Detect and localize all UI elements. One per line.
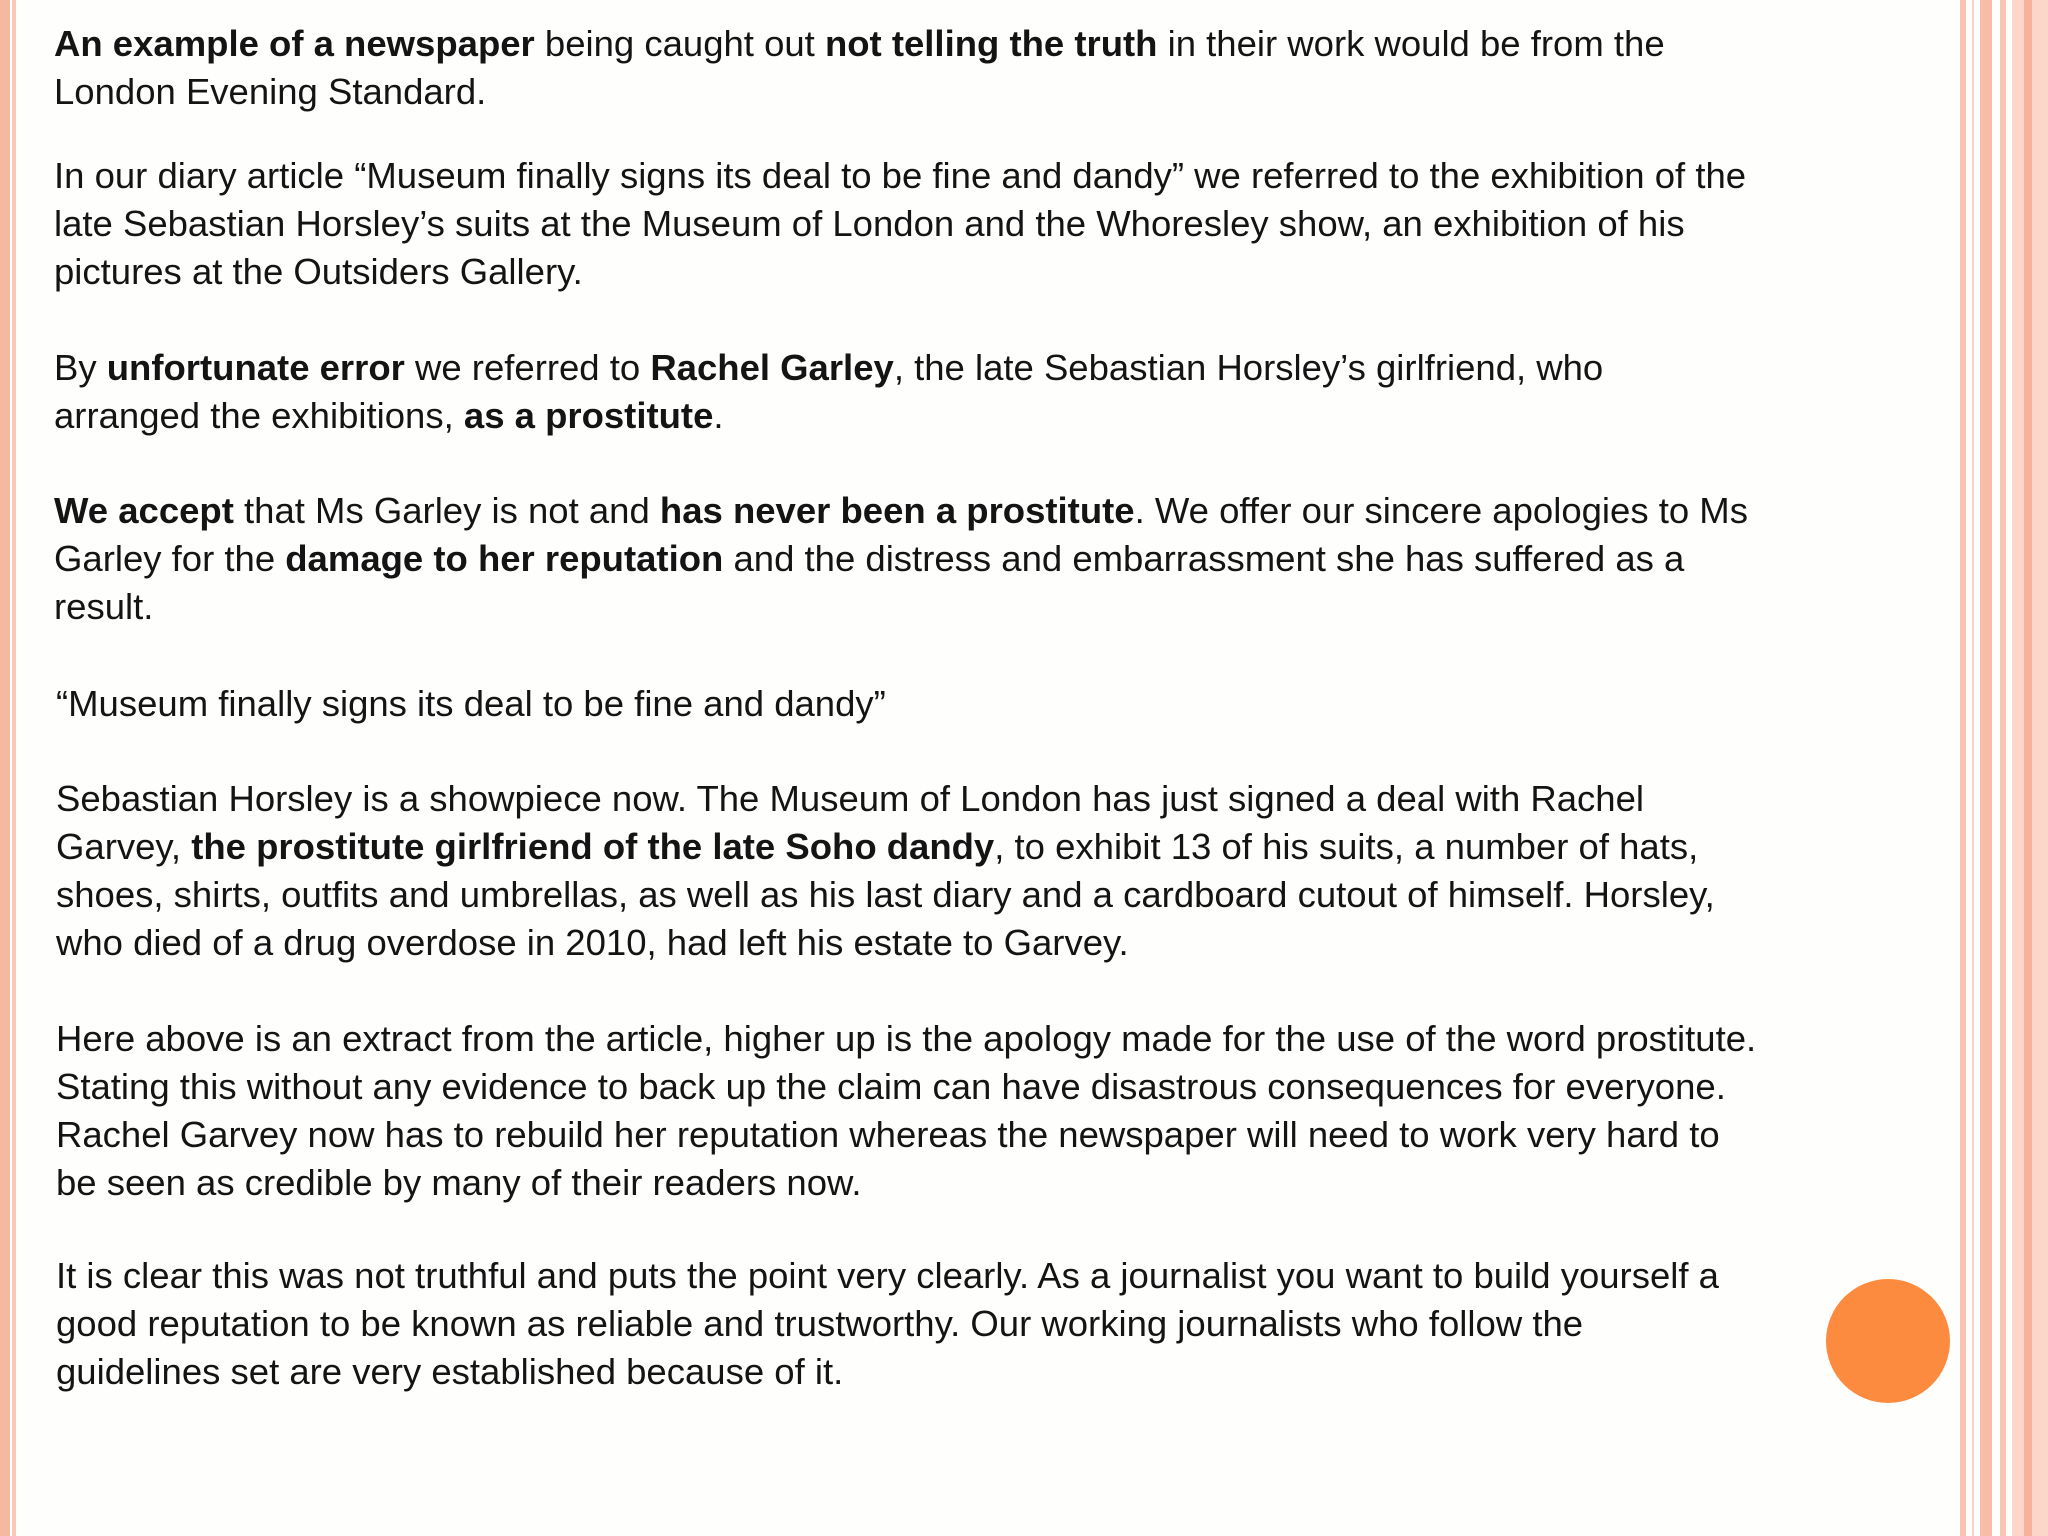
text-run: we referred to (404, 347, 651, 388)
text-run: being caught out (534, 23, 825, 64)
text-line (56, 823, 1715, 871)
text-line: Stating this without any evidence to back up the claim can have disastrous consequences for everyone. (56, 1066, 1726, 1107)
text-line: be seen as credible by many of their readers now. (56, 1162, 862, 1203)
text-line: Here above is an extract from the article, higher up is the apology made for the use of the word prostitute. (56, 1018, 1757, 1059)
text-line: London Evening Standard. (54, 71, 487, 112)
text-run: in their work would be from the (1157, 23, 1665, 64)
bold-phrase: unfortunate error (106, 347, 405, 388)
right-border-stripe (2024, 0, 2032, 1536)
paragraph-diary-article (54, 152, 1746, 296)
article-headline-quote (56, 680, 886, 728)
paragraph-article-extract (56, 775, 1715, 967)
right-border-stripe (2000, 0, 2006, 1536)
text-line: good reputation to be known as reliable and trustworthy. Our working journalists who follow the (56, 1303, 1584, 1344)
left-border-bar (0, 0, 10, 1536)
text-run: , the late Sebastian Horsley’s girlfriend, who (893, 347, 1604, 388)
paragraph-intro (54, 20, 1665, 116)
text-line: shoes, shirts, outfits and umbrellas, as well as his last diary and a cardboard cutout of himself. Horsley, (56, 874, 1715, 915)
text-line: “Museum finally signs its deal to be fine and dandy” (56, 683, 886, 724)
text-line: Sebastian Horsley is a showpiece now. The Museum of London has just signed a deal with Rachel (56, 778, 1644, 819)
text-run: By (54, 347, 107, 388)
text-run: arranged the exhibitions, (54, 395, 464, 436)
paragraph-error (54, 344, 1603, 440)
right-border-stripe (1980, 0, 1992, 1536)
right-border-stripe (1960, 0, 1966, 1536)
text-line: pictures at the Outsiders Gallery. (54, 251, 583, 292)
right-border-stripe (1972, 0, 1974, 1536)
bold-phrase: Rachel Garley (650, 347, 894, 388)
text-line: who died of a drug overdose in 2010, had left his estate to Garvey. (56, 922, 1129, 963)
text-run: Garley for the (54, 538, 286, 579)
text-line: Rachel Garvey now has to rebuild her reputation whereas the newspaper will need to work very hard to (56, 1114, 1720, 1155)
text-line: guidelines set are very established because of it. (56, 1351, 844, 1392)
text-line (54, 344, 1603, 392)
decorative-circle (1826, 1279, 1950, 1403)
text-line (54, 535, 1748, 583)
text-run: that Ms Garley is not and (233, 490, 660, 531)
bold-phrase: An example of a newspaper (54, 23, 535, 64)
text-line: late Sebastian Horsley’s suits at the Museum of London and the Whoresley show, an exhibition of his (54, 203, 1685, 244)
bold-phrase: as a prostitute (463, 395, 714, 436)
text-line (54, 487, 1748, 535)
text-run: Garvey, (56, 826, 192, 867)
paragraph-conclusion (56, 1252, 1719, 1396)
text-line: It is clear this was not truthful and puts the point very clearly. As a journalist you want to build yourself a (56, 1255, 1719, 1296)
text-run: . (713, 395, 724, 436)
text-line (54, 20, 1665, 68)
paragraph-apology (54, 487, 1748, 631)
bold-phrase: damage to her reputation (285, 538, 724, 579)
text-run: and the distress and embarrassment she has suffered as a (723, 538, 1685, 579)
left-border-line (12, 0, 16, 1536)
paragraph-analysis (56, 1015, 1756, 1207)
text-run: . We offer our sincere apologies to Ms (1134, 490, 1748, 531)
text-line (54, 392, 1603, 440)
text-run: , to exhibit 13 of his suits, a number of hats, (994, 826, 1699, 867)
bold-phrase: has never been a prostitute (659, 490, 1135, 531)
text-line: result. (54, 586, 154, 627)
text-line: In our diary article “Museum finally signs its deal to be fine and dandy” we referred to the exhibition of the (54, 155, 1747, 196)
bold-phrase: not telling the truth (824, 23, 1158, 64)
bold-phrase: the prostitute girlfriend of the late Soho dandy (191, 826, 995, 867)
bold-phrase: We accept (54, 490, 234, 531)
